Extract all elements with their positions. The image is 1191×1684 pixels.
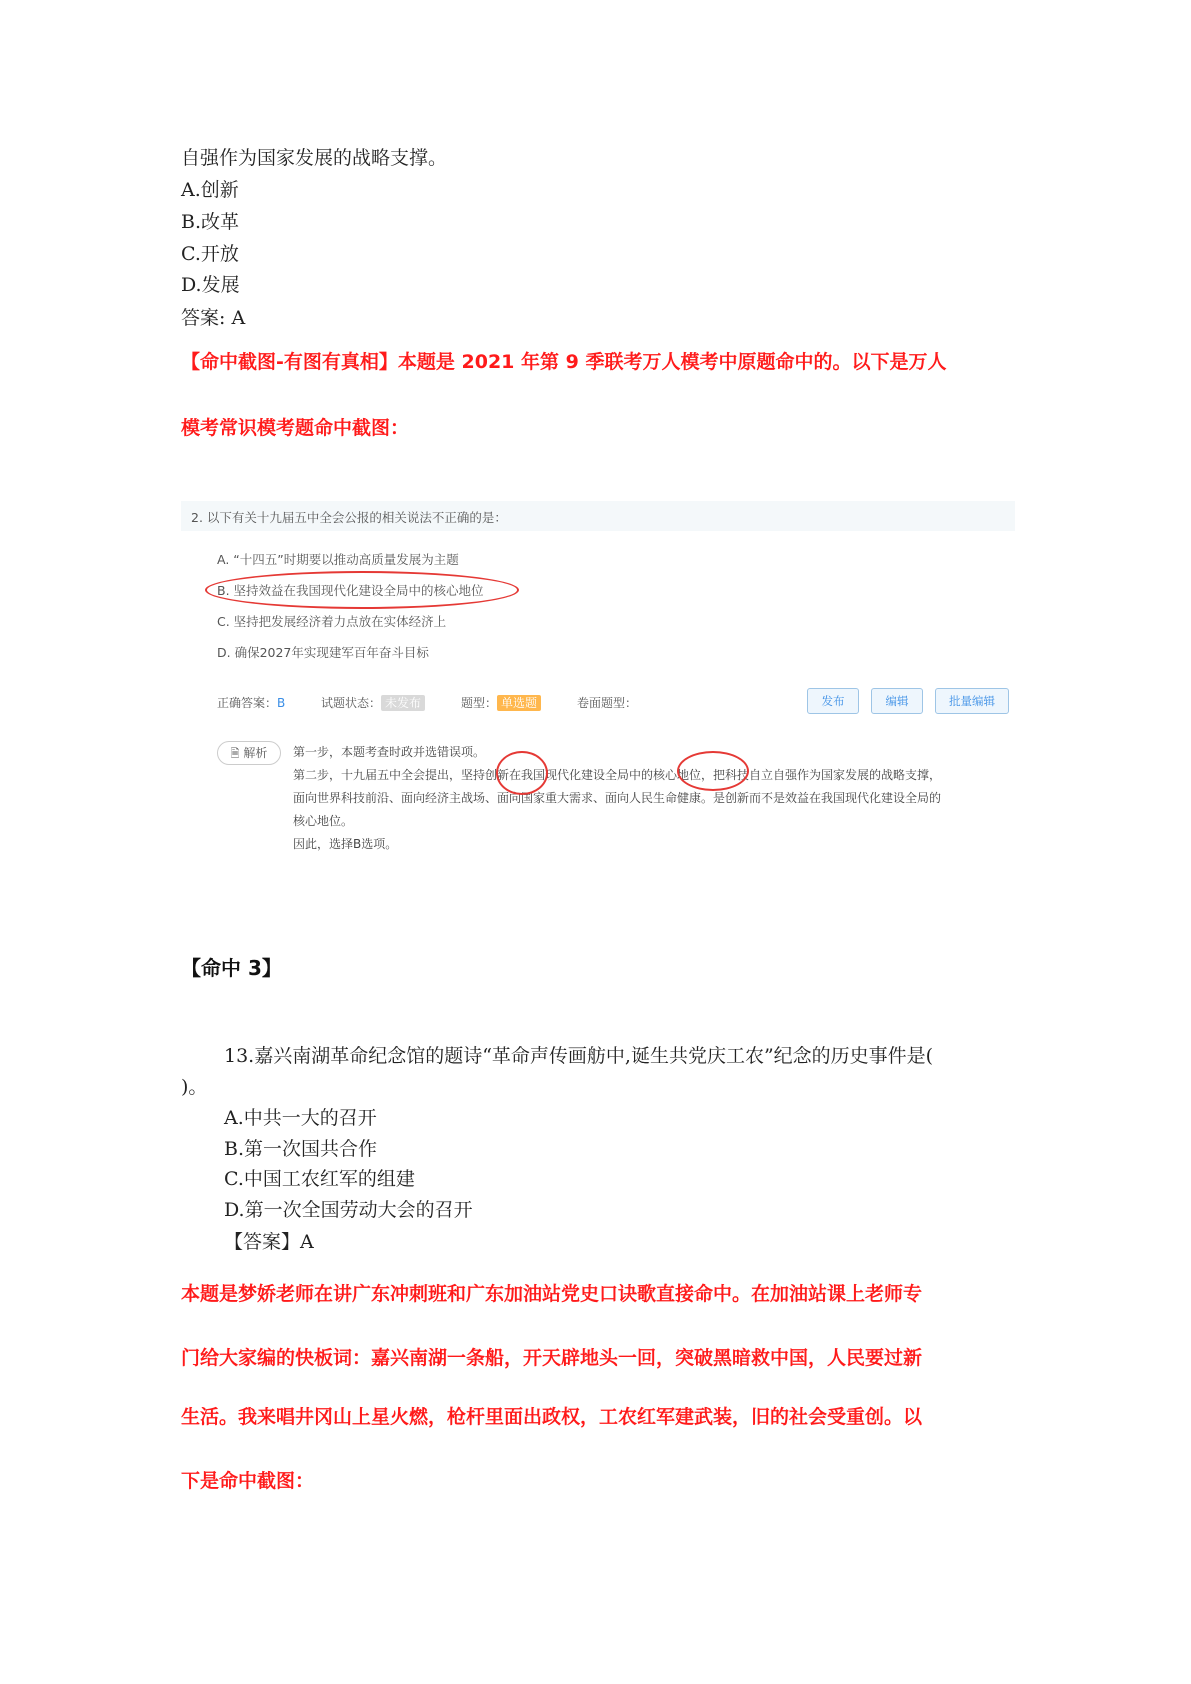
type-label: 题型： bbox=[461, 696, 498, 710]
q1-answer: 答案: A bbox=[181, 307, 246, 329]
publish-button[interactable]: 发布 bbox=[807, 688, 859, 714]
q13-option-a: A.中共一大的召开 bbox=[224, 1107, 377, 1129]
q1-option-a: A.创新 bbox=[181, 179, 239, 201]
analysis-label: 解析 bbox=[243, 746, 268, 760]
highlight-circle-innovation bbox=[496, 751, 548, 795]
correct-answer-value: B bbox=[277, 696, 286, 710]
question-bar bbox=[181, 501, 1015, 531]
note3-line2: 门给大家编的快板词：嘉兴南湖一条船，开天辟地头一回，突破黑暗救中国，人民要过新 bbox=[181, 1347, 923, 1369]
highlight-circle-core-position bbox=[677, 751, 749, 791]
note3-line3: 生活。我来唱井冈山上星火燃，枪杆里面出政权，工农红军建武装，旧的社会受重创。以 bbox=[181, 1406, 923, 1428]
q13-answer: 【答案】A bbox=[224, 1231, 314, 1253]
status-badge: 未发布 bbox=[381, 695, 425, 711]
edit-button[interactable]: 编辑 bbox=[871, 688, 923, 714]
question-status bbox=[321, 694, 425, 711]
explanation-line-2: 第二步，十九届五中全会提出，坚持创新在我国现代化建设全局中的核心地位，把科技自立自强作为国家发展的战略支撑， bbox=[293, 768, 942, 782]
q13-stem-line1: 13.嘉兴南湖革命纪念馆的题诗“革命声传画舫中,诞生共党庆工农”纪念的历史事件是( bbox=[224, 1045, 934, 1067]
note3-line4: 下是命中截图： bbox=[181, 1470, 315, 1492]
shot-option-c: C. 坚持把发展经济着力点放在实体经济上 bbox=[217, 614, 447, 629]
shot-option-b: B. 坚持效益在我国现代化建设全局中的核心地位 bbox=[217, 583, 484, 598]
explanation-line-4: 核心地位。 bbox=[293, 814, 354, 828]
explanation-line-1: 第一步，本题考查时政并选错误项。 bbox=[293, 745, 486, 759]
document-icon: 🗎 bbox=[230, 747, 240, 760]
note1-line2: 模考常识模考题命中截图： bbox=[181, 417, 410, 439]
section-3-title: 【命中 3】 bbox=[181, 956, 282, 980]
shot-option-a: A. “十四五”时期要以推动高质量发展为主题 bbox=[217, 552, 459, 567]
question-type bbox=[461, 694, 541, 711]
status-label: 试题状态： bbox=[321, 696, 382, 710]
correct-answer bbox=[217, 694, 285, 711]
q1-option-b: B.改革 bbox=[181, 211, 240, 233]
highlight-circle-option-b bbox=[205, 571, 519, 609]
q1-option-c: C.开放 bbox=[181, 243, 239, 265]
analysis-button[interactable] bbox=[217, 741, 281, 765]
paper-type: 卷面题型： bbox=[577, 696, 638, 710]
shot-option-d: D. 确保2027年实现建军百年奋斗目标 bbox=[217, 645, 429, 660]
note3-line1: 本题是梦娇老师在讲广东冲刺班和广东加油站党史口诀歌直接命中。在加油站课上老师专 bbox=[181, 1283, 923, 1305]
q1-stem-tail: 自强作为国家发展的战略支撑。 bbox=[181, 147, 448, 169]
q13-option-b: B.第一次国共合作 bbox=[224, 1138, 378, 1160]
question-text: 2. 以下有关十九届五中全会公报的相关说法不正确的是： bbox=[191, 510, 507, 525]
q1-option-d: D.发展 bbox=[181, 274, 240, 296]
explanation-line-3: 面向世界科技前沿、面向经济主战场、面向国家重大需求、面向人民生命健康。是创新而不是效益在我国现代化建设全局的 bbox=[293, 791, 942, 805]
q13-option-c: C.中国工农红军的组建 bbox=[224, 1168, 415, 1190]
correct-answer-label: 正确答案： bbox=[217, 696, 278, 710]
q13-option-d: D.第一次全国劳动大会的召开 bbox=[224, 1199, 473, 1221]
batch-edit-button[interactable]: 批量编辑 bbox=[935, 688, 1009, 714]
hit-screenshot bbox=[181, 501, 1015, 849]
note1-line1: 【命中截图-有图有真相】本题是 2021 年第 9 季联考万人模考中原题命中的。以下是万人 bbox=[181, 351, 947, 373]
type-badge: 单选题 bbox=[497, 695, 541, 711]
explanation-line-5: 因此，选择B选项。 bbox=[293, 837, 398, 851]
q13-stem-line2: )。 bbox=[181, 1076, 208, 1098]
